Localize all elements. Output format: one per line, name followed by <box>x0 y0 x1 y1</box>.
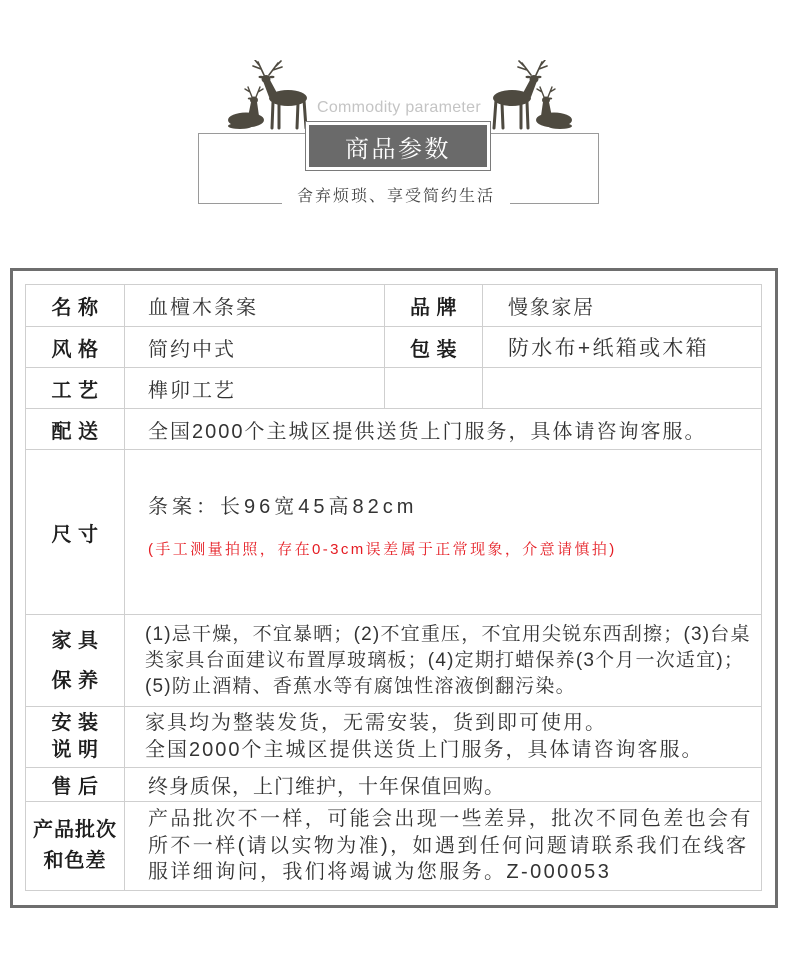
param-label-packaging: 包 装 <box>385 327 482 367</box>
section-subtitle-en: Commodity parameter <box>317 99 481 116</box>
param-label-craft: 工 艺 <box>26 368 124 408</box>
batch-color-text <box>148 806 753 886</box>
param-label-delivery: 配 送 <box>26 409 124 449</box>
empty-cell <box>385 368 482 408</box>
size-dimensions: 条案：长96宽45高82cm <box>148 496 418 518</box>
param-value-style: 简约中式 <box>125 327 384 367</box>
param-label-line: 家 具 <box>51 629 99 652</box>
param-label-line: 安 装 <box>51 712 99 734</box>
param-value-craft: 榫卯工艺 <box>125 368 384 408</box>
section-title-box <box>305 121 491 171</box>
param-value-size <box>125 450 761 614</box>
slogan: 舍弃烦琐、享受简约生活 <box>282 188 510 206</box>
param-label-line: 和色差 <box>43 850 107 872</box>
param-label-line: 说 明 <box>51 739 99 761</box>
param-value-packaging: 防水布+纸箱或木箱 <box>483 327 761 367</box>
care-text <box>145 622 751 700</box>
param-label-line: 保 养 <box>51 669 99 692</box>
size-measurement-note: (手工测量拍照，存在0-3cm误差属于正常现象，介意请慎拍) <box>148 541 617 558</box>
empty-cell <box>483 368 761 408</box>
section-title: 商品参数 <box>309 125 487 167</box>
param-label-after-sales: 售 后 <box>26 768 124 801</box>
param-value-name: 血檀木条案 <box>125 285 384 326</box>
param-label-care <box>26 615 124 706</box>
param-value-batch-color-difference <box>125 802 761 890</box>
param-value-installation <box>125 707 761 767</box>
text-line: (5)防止酒精、香蕉水等有腐蚀性溶液倒翻污染。 <box>145 675 576 697</box>
param-label-style: 风 格 <box>26 327 124 367</box>
param-value-care <box>125 615 761 706</box>
text-line: 家具均为整装发货，无需安装，货到即可使用。 <box>145 712 607 734</box>
text-line: 全国2000个主城区提供送货上门服务，具体请咨询客服。 <box>145 739 704 761</box>
param-value-brand: 慢象家居 <box>483 285 761 326</box>
param-label-installation <box>26 707 124 767</box>
deer-icon <box>226 60 312 130</box>
text-line: 产品批次不一样，可能会出现一些差异，批次不同色差也会有 <box>148 808 753 831</box>
text-line: 服详细询问，我们将竭诚为您服务。Z-000053 <box>148 861 612 884</box>
param-label-size: 尺 寸 <box>26 450 124 614</box>
param-label-line: 产品批次 <box>33 819 117 841</box>
text-line: (1)忌干燥，不宜暴晒；(2)不宜重压，不宜用尖锐东西刮擦；(3)台桌 <box>145 623 751 645</box>
param-label-name: 名 称 <box>26 285 124 326</box>
param-label-brand: 品 牌 <box>385 285 482 326</box>
param-value-after-sales: 终身质保，上门维护，十年保值回购。 <box>125 768 761 801</box>
parameter-table <box>25 284 762 891</box>
param-value-delivery: 全国2000个主城区提供送货上门服务，具体请咨询客服。 <box>125 409 761 449</box>
param-label-batch-color-difference <box>26 802 124 890</box>
text-line: 所不一样(请以实物为准)，如遇到任何问题请联系我们在线客 <box>148 834 749 857</box>
installation-text <box>145 710 704 764</box>
text-line: 类家具台面建议布置厚玻璃板；(4)定期打蜡保养(3个月一次适宜)； <box>145 649 745 671</box>
deer-icon <box>488 60 574 130</box>
